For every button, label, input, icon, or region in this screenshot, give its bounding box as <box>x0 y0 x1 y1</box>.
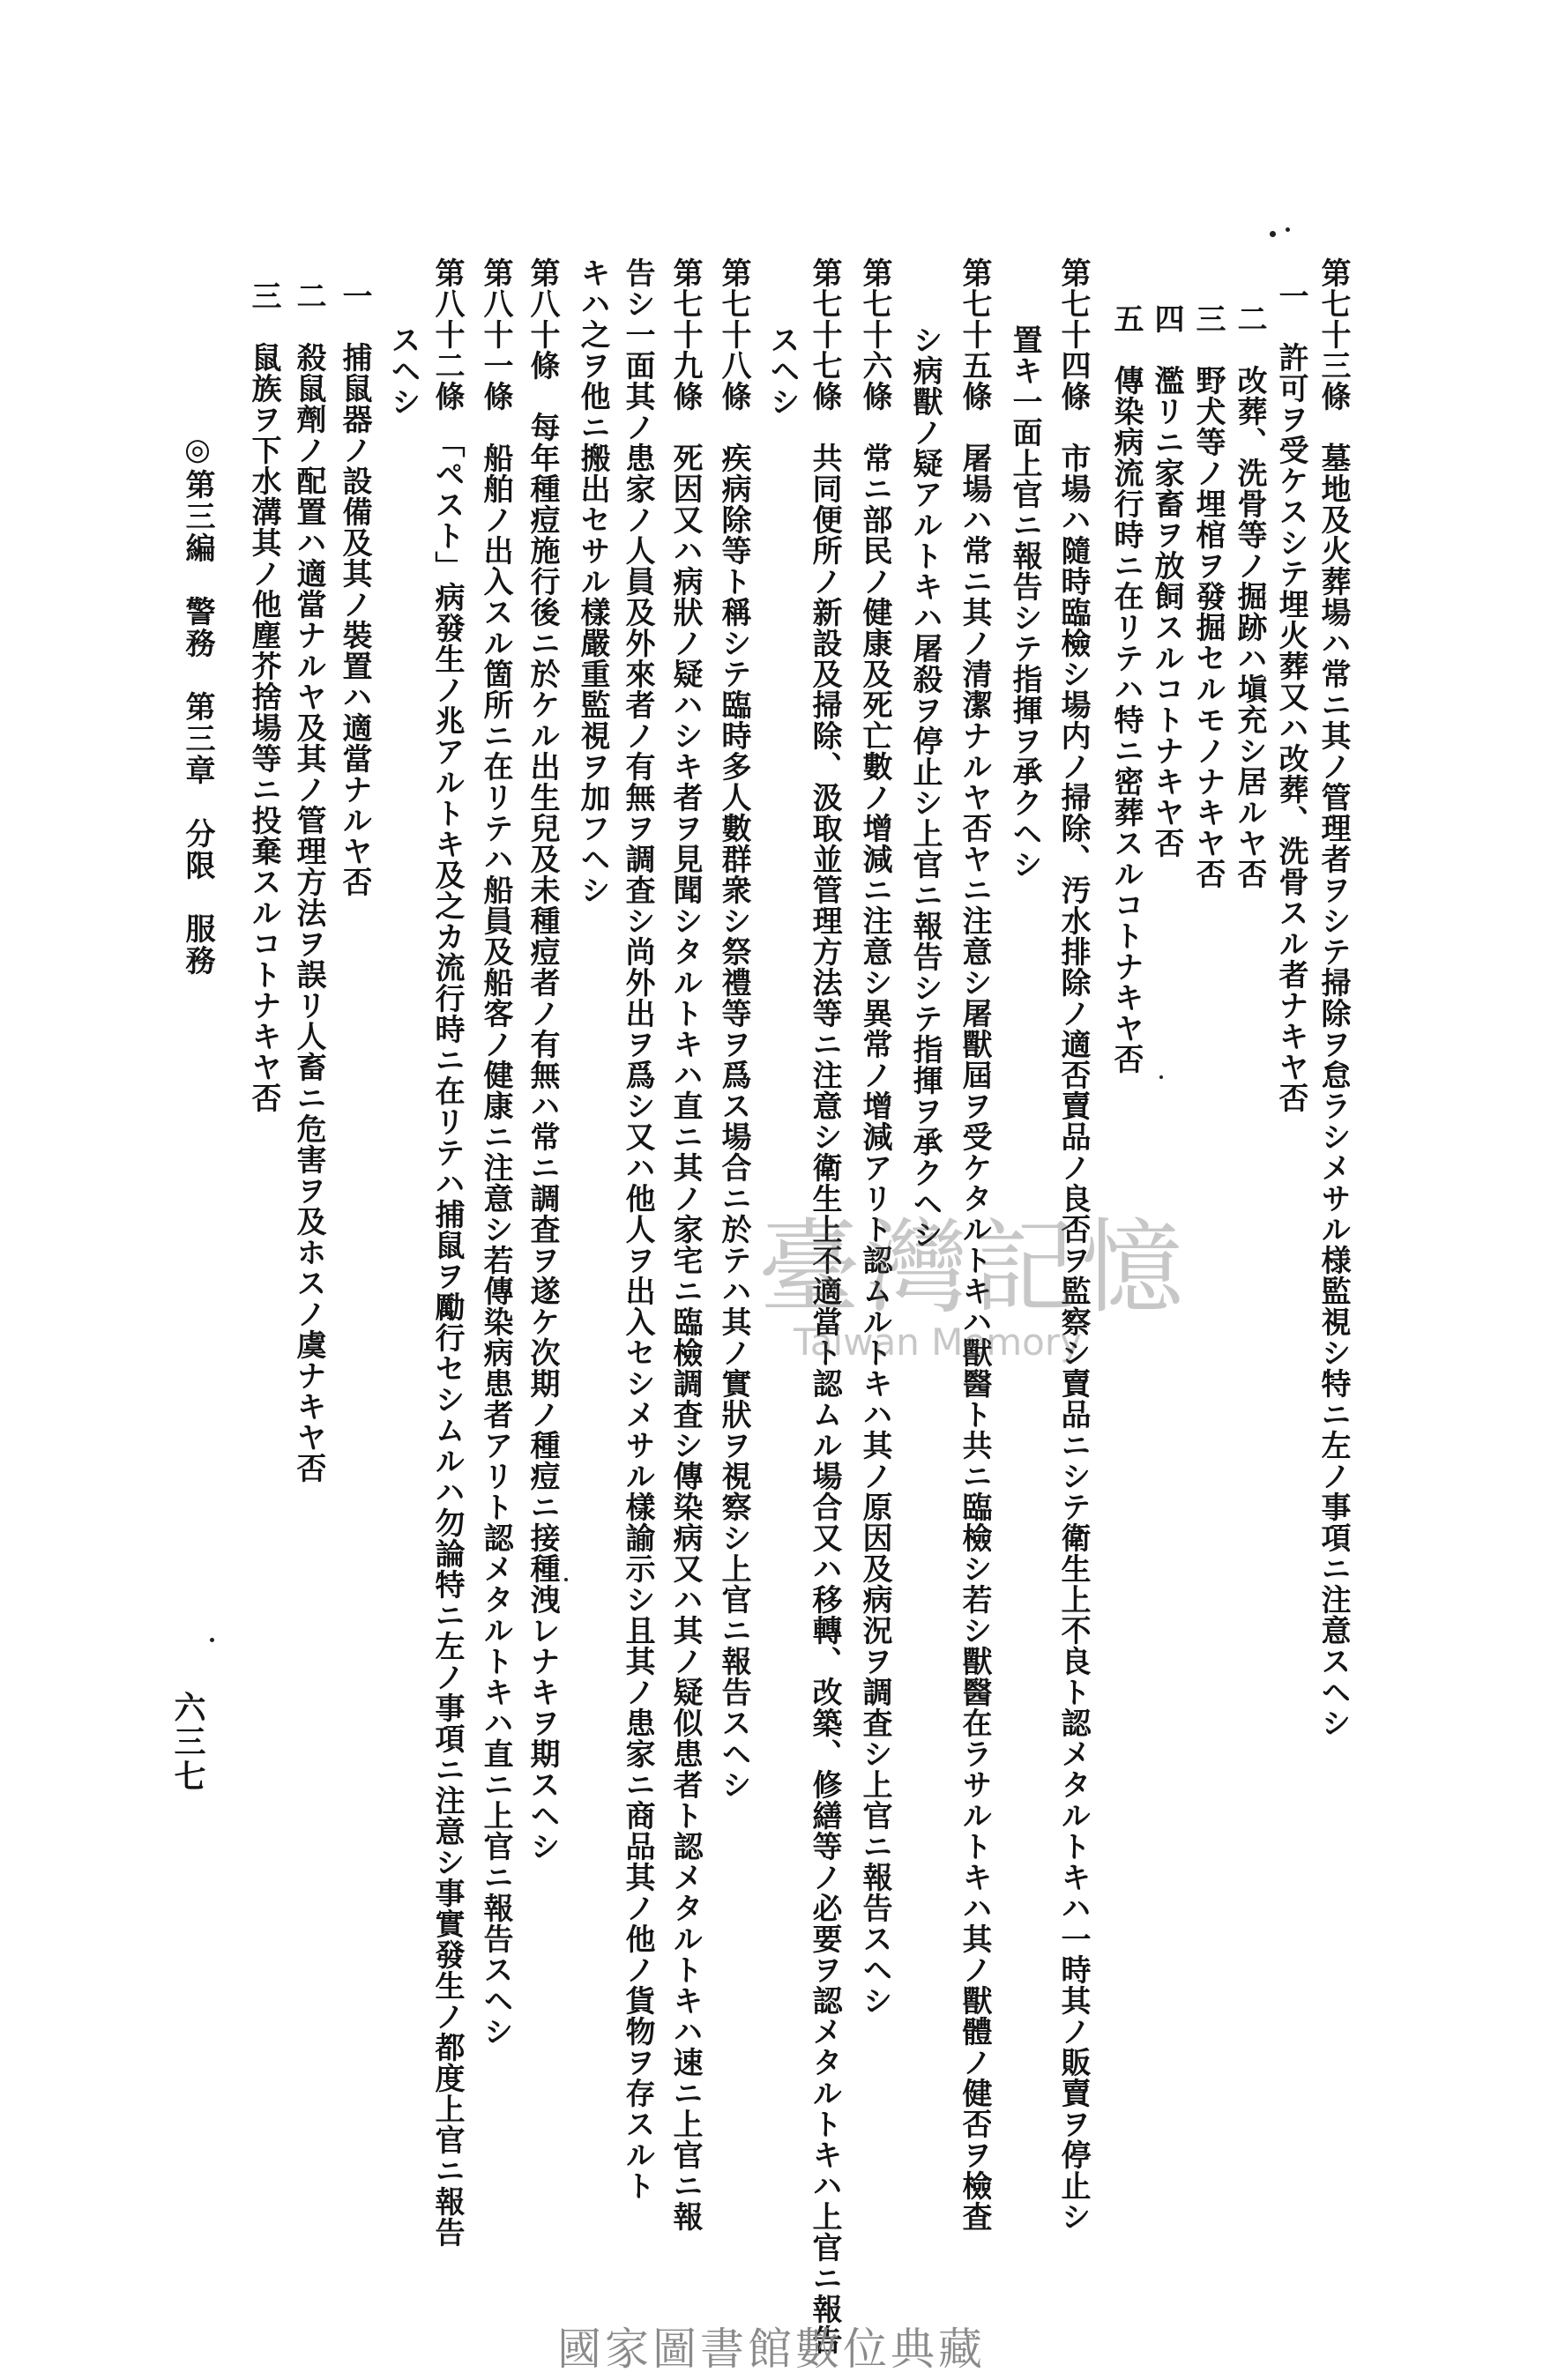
running-head: ◎第三編 警務 第三章 分限 服務 <box>180 432 215 977</box>
text-column: 三 野犬等ノ埋棺ヲ發掘セルモノナキヤ否 <box>1190 303 1226 889</box>
text-column: 第七十三條 墓地及火葬場ハ常ニ其ノ管理者ヲシテ掃除ヲ怠ラシメサル様監視シ特ニ左ノ事項ニ注意スヘシ <box>1316 257 1351 1738</box>
taiwan-memory-watermark <box>758 1186 1270 1364</box>
text-column: 五 傳染病流行時ニ在リテハ特ニ密葬スルコトナキヤ否 <box>1108 303 1144 1075</box>
text-column: 四 濫リニ家畜ヲ放飼スルコトナキヤ否 <box>1149 303 1184 859</box>
text-column: 二 改葬、洗骨等ノ掘跡ハ塡充シ居ルヤ否 <box>1232 303 1267 889</box>
text-column: 第七十六條 常ニ部民ノ健康及死亡數ノ增減ニ注意シ異常ノ增減アリト認ムルトキハ其ノ原因及病況ヲ調査シ上官ニ報告スヘシ <box>857 257 892 2016</box>
text-column: 置キ一面上官ニ報告シテ指揮ヲ承クヘシ <box>1007 324 1042 880</box>
text-column: キハ之ヲ他ニ搬出セサル樣嚴重監視ヲ加フヘシ <box>575 257 610 905</box>
watermark-logo: 臺灣記憶 <box>758 1209 1189 1328</box>
text-column: 三 鼠族ヲ下水溝其ノ他塵芥捨場等ニ投棄スルコトナキヤ否 <box>246 280 281 1113</box>
footer-credit: 國家圖書館數位典藏 <box>557 2324 986 2375</box>
text-column: 第七十九條 死因又ハ病狀ノ疑ハシキ者ヲ見聞シタルトキハ直ニ其ノ家宅ニ臨檢調査シ傳染病又ハ其ノ疑似患者ト認メタルトキハ速ニ上官ニ報 <box>667 257 703 2232</box>
text-column: 二 殺鼠劑ノ配置ハ適當ナルヤ及其ノ管理方法ヲ誤リ人畜ニ危害ヲ及ホスノ虞ナキヤ否 <box>291 280 326 1484</box>
text-column: 第七十七條 共同便所ノ新設及掃除、汲取並管理方法等ニ注意シ衛生上不適當ト認ムル場合又ハ移轉、改築、修繕等ノ必要ヲ認メタルトキハ上官ニ報告 <box>807 257 842 2355</box>
text-column: スヘシ <box>385 324 421 417</box>
ink-speck <box>210 1638 214 1642</box>
ink-speck <box>1286 227 1290 232</box>
text-column: 第七十五條 屠場ハ常ニ其ノ清潔ナルヤ否ヤニ注意シ屠獸屆ヲ受ケタルトキハ獸醫ト共ニ臨檢シ若シ獸醫在ラサルトキハ其ノ獸體ノ健否ヲ檢査 <box>957 257 992 2232</box>
text-column: 第七十八條 疾病除等ト稱シテ臨時多人數群衆シ祭禮等ヲ爲ス場合ニ於テハ其ノ實狀ヲ視察シ上官ニ報告スヘシ <box>716 257 751 1800</box>
text-column: 第七十四條 市場ハ隨時臨檢シ場内ノ掃除、汚水排除ノ適否賣品ノ良否ヲ監察シ賣品ニシテ衛生上不良ト認メタルトキハ一時其ノ販賣ヲ停止シ <box>1055 257 1091 2232</box>
ink-speck <box>1159 1075 1163 1079</box>
text-column: 第八十一條 船舶ノ出入スル箇所ニ在リテハ船員及船客ノ健康ニ注意シ若傳染病患者アリト認メタルトキハ直ニ上官ニ報告スヘシ <box>478 257 513 2047</box>
text-column: 一 許可ヲ受ケスシテ埋火葬又ハ改葬、洗骨スル者ナキヤ否 <box>1273 280 1308 1113</box>
text-column: 告シ一面其ノ患家ノ人員及外來者ノ有無ヲ調査シ尚外出ヲ爲シ又ハ他人ヲ出入セシメサル樣諭示シ且其ノ患家ニ商品其ノ他ノ貨物ヲ存スルト <box>620 257 655 2201</box>
text-column: 第八十條 每年種痘施行後ニ於ケル出生兒及未種痘者ノ有無ハ常ニ調査ヲ遂ケ次期ノ種痘ニ接種洩レナキヲ期スヘシ <box>525 257 560 1862</box>
ink-speck <box>564 1578 568 1581</box>
ink-speck <box>1270 231 1276 237</box>
watermark-subtitle: Taiwan Memory <box>794 1320 1082 1364</box>
text-column: スヘシ <box>764 324 800 417</box>
text-column: 一 捕鼠器ノ設備及其ノ裝置ハ適當ナルヤ否 <box>337 280 372 897</box>
text-column: 第八十二條 「ペスト」病發生ノ兆アルトキ及之カ流行時ニ在リテハ捕鼠ヲ勵行セシムルハ勿論特ニ左ノ事項ニ注意シ事實發生ノ都度上官ニ報告 <box>429 257 465 2248</box>
text-column: シ病獸ノ疑アルトキハ屠殺ヲ停止シ上官ニ報告シテ指揮ヲ承クヘシ <box>907 324 943 1250</box>
page-number: 六三七 <box>169 1691 206 1794</box>
